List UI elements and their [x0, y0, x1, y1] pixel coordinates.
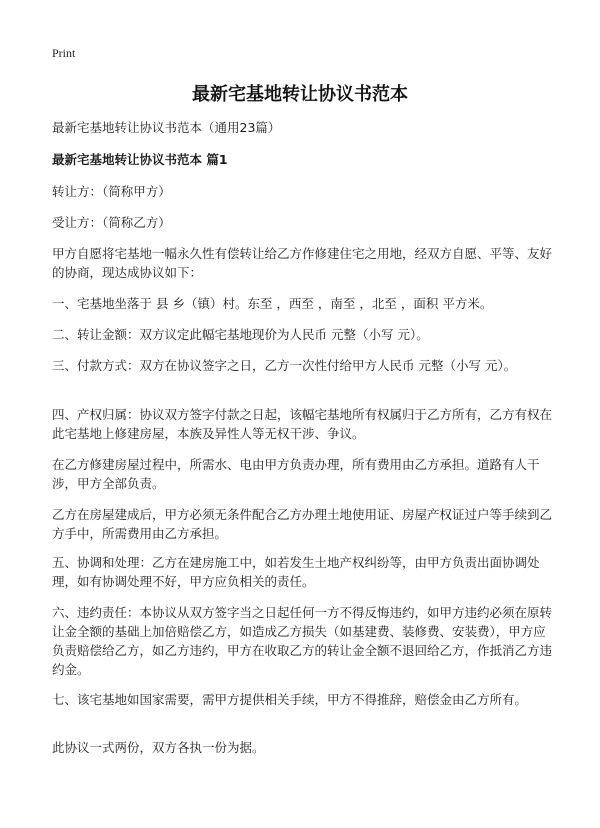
paragraph-certificates: 乙方在房屋建成后，甲方必须无条件配合乙方办理土地使用证、房屋产权证过户等手续到乙方手中，所需费用由乙方承担。	[52, 507, 553, 541]
paragraph-intro: 甲方自愿将宅基地一幅永久性有偿转让给乙方作修建住宅之用地，经双方自愿、平等、友好的协商，现达成协议如下：	[52, 246, 553, 280]
paragraph-transferee: 受让方：（简称乙方）	[52, 215, 171, 230]
document-subtitle: 最新宅基地转让协议书范本（通用23篇）	[52, 120, 281, 135]
paragraph-clause-1: 一、宅基地坐落于 县 乡（镇）村。东至 ，西至 ，南至 ，北至 ，面积 平方米。	[52, 296, 493, 311]
section-heading: 最新宅基地转让协议书范本 篇1	[52, 152, 228, 167]
paragraph-clause-4: 四、产权归属：协议双方签字付款之日起，该幅宅基地所有权属归于乙方所有，乙方有权在此宅基地上修建房屋，本族及异性人等无权干涉、争议。	[52, 407, 553, 441]
document-title: 最新宅基地转让协议书范本	[192, 84, 408, 105]
paragraph-clause-5: 五、协调和处理：乙方在建房施工中，如若发生土地产权纠纷等，由甲方负责出面协调处理，如有协调处理不好，甲方应负相关的责任。	[52, 555, 540, 589]
print-link[interactable]: Print	[52, 46, 76, 60]
paragraph-transferor: 转让方：（简称甲方）	[52, 184, 171, 199]
paragraph-clause-3: 三、付款方式：双方在协议签字之日，乙方一次性付给甲方人民币 元整（小写 元）。	[52, 358, 517, 373]
paragraph-closing: 此协议一式两份，双方各执一份为据。	[52, 740, 265, 755]
paragraph-clause-7: 七、该宅基地如国家需要，需甲方提供相关手续，甲方不得推辞，赔偿金由乙方所有。	[52, 692, 528, 707]
paragraph-clause-2: 二、转让金额：双方议定此幅宅基地现价为人民币 元整（小写 元）。	[52, 327, 429, 342]
paragraph-clause-6: 六、违约责任：本协议从双方签字当之日起任何一方不得反悔违约，如甲方违约必须在原转让金全额的基础上加倍赔偿乙方，如造成乙方损失（如基建费、装修费、安装费），甲方应负责赔偿给乙方，如乙方违约，甲方在收取乙方的转让金全额不退回给乙方，作抵消乙方违约金。	[52, 605, 553, 677]
paragraph-construction: 在乙方修建房屋过程中，所需水、电由甲方负责办理，所有费用由乙方承担。道路有人干涉，甲方全部负责。	[52, 457, 540, 491]
